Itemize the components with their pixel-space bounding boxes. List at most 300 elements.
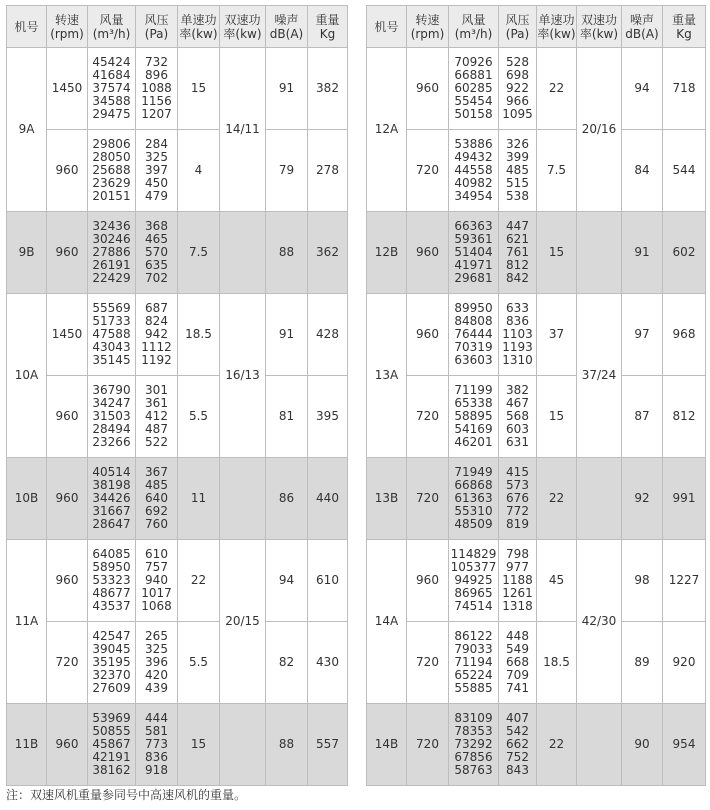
pressure-value: 570 xyxy=(145,245,168,259)
pressure-value: 633 xyxy=(506,301,529,315)
header-line2: (Pa) xyxy=(144,26,169,41)
dual-power-cell: 16/13 xyxy=(220,294,266,458)
pressure-value: 1310 xyxy=(502,353,533,367)
noise-cell: 88 xyxy=(266,704,308,786)
pressure-value: 415 xyxy=(506,465,529,479)
speed-cell: 720 xyxy=(407,622,449,704)
pressure-value: 640 xyxy=(145,491,168,505)
airflow-value: 59361 xyxy=(454,232,493,246)
table-row xyxy=(367,294,706,376)
noise-cell: 97 xyxy=(622,294,663,376)
header-cell xyxy=(136,6,178,48)
airflow-value: 46201 xyxy=(454,435,493,449)
pressure-value: 741 xyxy=(506,681,529,695)
pressure-cell xyxy=(499,458,537,540)
speed-cell: 960 xyxy=(407,212,449,294)
airflow-cell xyxy=(449,294,499,376)
pressure-value: 819 xyxy=(506,517,529,531)
fan-table-left-body xyxy=(7,6,348,786)
airflow-value: 31667 xyxy=(92,504,131,518)
pressure-value: 918 xyxy=(145,763,168,777)
pressure-value: 698 xyxy=(506,68,529,82)
pressure-cell xyxy=(499,48,537,130)
pressure-value: 1103 xyxy=(502,327,533,341)
pressure-value: 487 xyxy=(145,422,168,436)
noise-cell: 91 xyxy=(622,212,663,294)
airflow-cell xyxy=(88,540,136,622)
airflow-cell xyxy=(88,704,136,786)
pressure-value: 752 xyxy=(506,750,529,764)
dual-power-cell: 20/15 xyxy=(220,540,266,704)
weight-cell: 718 xyxy=(663,48,706,130)
weight-cell: 602 xyxy=(663,212,706,294)
airflow-value: 58950 xyxy=(92,560,131,574)
pressure-value: 396 xyxy=(145,655,168,669)
pressure-value: 528 xyxy=(506,55,529,69)
pressure-value: 325 xyxy=(145,150,168,164)
pressure-value: 896 xyxy=(145,68,168,82)
airflow-value: 55885 xyxy=(454,681,493,695)
pressure-cell xyxy=(136,130,178,212)
header-line1: 转速 xyxy=(54,12,79,27)
pressure-cell xyxy=(136,212,178,294)
noise-cell: 88 xyxy=(266,212,308,294)
header-cell xyxy=(537,6,577,48)
header-line1: 风量 xyxy=(461,12,486,27)
airflow-cell xyxy=(88,376,136,458)
pressure-value: 450 xyxy=(145,176,168,190)
pressure-value: 1095 xyxy=(502,107,533,121)
pressure-value: 760 xyxy=(145,517,168,531)
header-line2: Kg xyxy=(676,26,692,41)
airflow-value: 105377 xyxy=(450,560,497,574)
weight-cell: 430 xyxy=(308,622,348,704)
model-cell: 10A xyxy=(7,294,47,458)
dual-power-cell: 20/16 xyxy=(577,48,622,212)
noise-cell: 84 xyxy=(622,130,663,212)
pressure-value: 773 xyxy=(145,737,168,751)
airflow-value: 37574 xyxy=(92,81,131,95)
airflow-value: 89950 xyxy=(454,301,493,315)
header-cell xyxy=(7,6,47,48)
pressure-value: 467 xyxy=(506,396,529,410)
airflow-value: 61363 xyxy=(454,491,493,505)
pressure-value: 977 xyxy=(506,560,529,574)
airflow-value: 25688 xyxy=(92,163,131,177)
airflow-value: 50158 xyxy=(454,107,493,121)
pressure-value: 515 xyxy=(506,176,529,190)
pressure-value: 325 xyxy=(145,642,168,656)
airflow-value: 94925 xyxy=(454,573,493,587)
pressure-value: 542 xyxy=(506,724,529,738)
single-power-cell: 37 xyxy=(537,294,577,376)
noise-cell: 89 xyxy=(622,622,663,704)
airflow-value: 34426 xyxy=(92,491,131,505)
airflow-value: 22429 xyxy=(92,271,131,285)
airflow-value: 43043 xyxy=(92,340,131,354)
speed-cell: 960 xyxy=(47,704,88,786)
speed-cell: 960 xyxy=(407,294,449,376)
airflow-value: 39045 xyxy=(92,642,131,656)
pressure-value: 1068 xyxy=(141,599,172,613)
single-power-cell: 7.5 xyxy=(537,130,577,212)
pressure-value: 798 xyxy=(506,547,529,561)
pressure-value: 1193 xyxy=(502,340,533,354)
airflow-value: 27886 xyxy=(92,245,131,259)
pressure-value: 573 xyxy=(506,478,529,492)
header-line1: 双速功 xyxy=(224,12,261,27)
pressure-cell xyxy=(136,540,178,622)
table-row xyxy=(367,130,706,212)
header-cell xyxy=(266,6,308,48)
header-line1: 转速 xyxy=(415,12,440,27)
airflow-value: 23266 xyxy=(92,435,131,449)
pressure-value: 479 xyxy=(145,189,168,203)
weight-cell: 920 xyxy=(663,622,706,704)
airflow-value: 35195 xyxy=(92,655,131,669)
table-row xyxy=(367,48,706,130)
airflow-value: 86965 xyxy=(454,586,493,600)
airflow-value: 44558 xyxy=(454,163,493,177)
dual-power-cell xyxy=(577,458,622,540)
header-cell xyxy=(88,6,136,48)
airflow-value: 45424 xyxy=(92,55,131,69)
header-line1: 噪声 xyxy=(274,12,299,27)
airflow-cell xyxy=(88,212,136,294)
pressure-value: 942 xyxy=(145,327,168,341)
airflow-value: 34247 xyxy=(92,396,131,410)
pressure-value: 709 xyxy=(506,668,529,682)
header-line1: 风压 xyxy=(144,12,169,27)
header-line1: 双速功 xyxy=(580,12,617,27)
table-row xyxy=(367,622,706,704)
pressure-cell xyxy=(136,458,178,540)
noise-cell: 94 xyxy=(622,48,663,130)
airflow-value: 73292 xyxy=(454,737,493,751)
table-row xyxy=(367,540,706,622)
speed-cell: 960 xyxy=(407,48,449,130)
noise-cell: 81 xyxy=(266,376,308,458)
pressure-value: 732 xyxy=(145,55,168,69)
single-power-cell: 15 xyxy=(537,212,577,294)
noise-cell: 86 xyxy=(266,458,308,540)
header-line1: 风压 xyxy=(505,12,530,27)
airflow-value: 53886 xyxy=(454,137,493,151)
airflow-value: 84808 xyxy=(454,314,493,328)
pressure-value: 412 xyxy=(145,409,168,423)
single-power-cell: 45 xyxy=(537,540,577,622)
pressure-cell xyxy=(499,212,537,294)
pressure-value: 761 xyxy=(506,245,529,259)
header-line2: (rpm) xyxy=(410,26,445,41)
airflow-value: 35145 xyxy=(92,353,131,367)
airflow-cell xyxy=(449,212,499,294)
pressure-value: 812 xyxy=(506,258,529,272)
airflow-value: 58895 xyxy=(454,409,493,423)
model-cell: 9A xyxy=(7,48,47,212)
model-cell: 10B xyxy=(7,458,47,540)
airflow-value: 83109 xyxy=(454,711,493,725)
airflow-value: 30246 xyxy=(92,232,131,246)
header-cell xyxy=(178,6,220,48)
pressure-value: 631 xyxy=(506,435,529,449)
pressure-value: 1188 xyxy=(502,573,533,587)
airflow-cell xyxy=(88,458,136,540)
weight-cell: 1227 xyxy=(663,540,706,622)
fan-table-left xyxy=(6,5,348,786)
weight-cell: 362 xyxy=(308,212,348,294)
airflow-value: 41684 xyxy=(92,68,131,82)
speed-cell: 1450 xyxy=(47,48,88,130)
header-line1: 风量 xyxy=(99,12,124,27)
speed-cell: 720 xyxy=(407,130,449,212)
pressure-value: 1088 xyxy=(141,81,172,95)
pressure-value: 836 xyxy=(506,314,529,328)
airflow-value: 23629 xyxy=(92,176,131,190)
weight-cell: 382 xyxy=(308,48,348,130)
pressure-cell xyxy=(136,704,178,786)
pressure-value: 439 xyxy=(145,681,168,695)
dual-power-cell xyxy=(220,212,266,294)
pressure-value: 301 xyxy=(145,383,168,397)
dual-power-cell: 37/24 xyxy=(577,294,622,458)
airflow-cell xyxy=(88,294,136,376)
header-line2: 率(kw) xyxy=(223,26,262,41)
airflow-value: 65338 xyxy=(454,396,493,410)
airflow-value: 43537 xyxy=(92,599,131,613)
airflow-cell xyxy=(449,622,499,704)
noise-cell: 87 xyxy=(622,376,663,458)
single-power-cell: 7.5 xyxy=(178,212,220,294)
pressure-value: 668 xyxy=(506,655,529,669)
speed-cell: 720 xyxy=(407,458,449,540)
airflow-cell xyxy=(88,622,136,704)
noise-cell: 79 xyxy=(266,130,308,212)
pressure-value: 772 xyxy=(506,504,529,518)
pressure-value: 757 xyxy=(145,560,168,574)
pressure-cell xyxy=(136,622,178,704)
model-cell: 9B xyxy=(7,212,47,294)
speed-cell: 960 xyxy=(47,376,88,458)
pressure-cell xyxy=(499,622,537,704)
airflow-value: 29681 xyxy=(454,271,493,285)
pressure-value: 382 xyxy=(506,383,529,397)
airflow-value: 29806 xyxy=(92,137,131,151)
pressure-value: 1318 xyxy=(502,599,533,613)
airflow-cell xyxy=(449,48,499,130)
pressure-value: 368 xyxy=(145,219,168,233)
pressure-cell xyxy=(136,48,178,130)
speed-cell: 720 xyxy=(407,376,449,458)
weight-cell: 954 xyxy=(663,704,706,786)
pressure-value: 603 xyxy=(506,422,529,436)
pressure-cell xyxy=(499,540,537,622)
airflow-cell xyxy=(449,130,499,212)
pressure-value: 407 xyxy=(506,711,529,725)
table-row xyxy=(367,376,706,458)
airflow-value: 34588 xyxy=(92,94,131,108)
airflow-value: 55454 xyxy=(454,94,493,108)
noise-cell: 92 xyxy=(622,458,663,540)
model-cell: 13B xyxy=(367,458,407,540)
airflow-value: 58763 xyxy=(454,763,493,777)
table-row xyxy=(7,704,348,786)
table-row xyxy=(7,622,348,704)
model-cell: 14A xyxy=(367,540,407,704)
airflow-value: 48677 xyxy=(92,586,131,600)
table-row xyxy=(367,212,706,294)
pressure-value: 1261 xyxy=(502,586,533,600)
header-line2: Kg xyxy=(319,26,336,41)
airflow-value: 79033 xyxy=(454,642,493,656)
pressure-cell xyxy=(136,376,178,458)
airflow-value: 41971 xyxy=(454,258,493,272)
airflow-value: 38198 xyxy=(92,478,131,492)
pressure-value: 420 xyxy=(145,668,168,682)
airflow-value: 71199 xyxy=(454,383,493,397)
header-line2: 率(kw) xyxy=(537,26,576,41)
header-line1: 单速功 xyxy=(538,12,575,27)
header-cell xyxy=(367,6,407,48)
airflow-value: 48509 xyxy=(454,517,493,531)
airflow-value: 20151 xyxy=(92,189,131,203)
airflow-cell xyxy=(88,48,136,130)
single-power-cell: 22 xyxy=(537,458,577,540)
single-power-cell: 22 xyxy=(537,48,577,130)
table-row xyxy=(367,458,706,540)
pressure-value: 1207 xyxy=(141,107,172,121)
airflow-value: 28050 xyxy=(92,150,131,164)
airflow-cell xyxy=(449,458,499,540)
header-line2: (m³/h) xyxy=(92,26,131,41)
model-cell: 14B xyxy=(367,704,407,786)
airflow-value: 54169 xyxy=(454,422,493,436)
airflow-value: 64085 xyxy=(92,547,131,561)
pressure-value: 824 xyxy=(145,314,168,328)
weight-cell: 968 xyxy=(663,294,706,376)
header-line2: (rpm) xyxy=(50,26,84,41)
noise-cell: 90 xyxy=(622,704,663,786)
airflow-value: 55310 xyxy=(454,504,493,518)
airflow-value: 63603 xyxy=(454,353,493,367)
footnote: 注：双速风机重量参同号中高速风机的重量。 xyxy=(6,788,247,802)
header-cell xyxy=(499,6,537,48)
pressure-value: 1192 xyxy=(141,353,172,367)
weight-cell: 610 xyxy=(308,540,348,622)
airflow-value: 70319 xyxy=(454,340,493,354)
single-power-cell: 5.5 xyxy=(178,376,220,458)
speed-cell: 960 xyxy=(47,130,88,212)
model-cell: 11A xyxy=(7,540,47,704)
airflow-value: 78353 xyxy=(454,724,493,738)
speed-cell: 720 xyxy=(407,704,449,786)
airflow-value: 51733 xyxy=(92,314,131,328)
airflow-value: 49432 xyxy=(454,150,493,164)
header-line2: 率(kw) xyxy=(579,26,619,41)
weight-cell: 428 xyxy=(308,294,348,376)
pressure-value: 568 xyxy=(506,409,529,423)
airflow-value: 32370 xyxy=(92,668,131,682)
pressure-value: 485 xyxy=(506,163,529,177)
pressure-value: 284 xyxy=(145,137,168,151)
airflow-value: 114829 xyxy=(450,547,497,561)
pressure-value: 361 xyxy=(145,396,168,410)
airflow-value: 65224 xyxy=(454,668,493,682)
pressure-value: 367 xyxy=(145,465,168,479)
single-power-cell: 18.5 xyxy=(537,622,577,704)
pressure-value: 1156 xyxy=(141,94,172,108)
pressure-value: 399 xyxy=(506,150,529,164)
noise-cell: 82 xyxy=(266,622,308,704)
speed-cell: 960 xyxy=(407,540,449,622)
dual-power-cell xyxy=(577,704,622,786)
header-line2: dB(A) xyxy=(269,26,304,41)
speed-cell: 960 xyxy=(47,212,88,294)
dual-power-cell xyxy=(577,212,622,294)
header-cell xyxy=(663,6,706,48)
airflow-value: 42547 xyxy=(92,629,131,643)
header-cell xyxy=(308,6,348,48)
airflow-value: 66881 xyxy=(454,68,493,82)
table-row xyxy=(7,212,348,294)
airflow-value: 53323 xyxy=(92,573,131,587)
header-cell xyxy=(407,6,449,48)
pressure-value: 397 xyxy=(145,163,168,177)
airflow-value: 26191 xyxy=(92,258,131,272)
pressure-value: 444 xyxy=(145,711,168,725)
pressure-value: 447 xyxy=(506,219,529,233)
dual-power-cell: 42/30 xyxy=(577,540,622,704)
header-line1: 噪声 xyxy=(629,12,654,27)
single-power-cell: 22 xyxy=(537,704,577,786)
pressure-cell xyxy=(499,130,537,212)
single-power-cell: 18.5 xyxy=(178,294,220,376)
header-cell xyxy=(577,6,622,48)
header-cell xyxy=(220,6,266,48)
pressure-cell xyxy=(499,294,537,376)
airflow-value: 60285 xyxy=(454,81,493,95)
speed-cell: 720 xyxy=(47,622,88,704)
airflow-cell xyxy=(88,130,136,212)
weight-cell: 395 xyxy=(308,376,348,458)
weight-cell: 557 xyxy=(308,704,348,786)
airflow-value: 31503 xyxy=(92,409,131,423)
header-cell xyxy=(622,6,663,48)
airflow-value: 36790 xyxy=(92,383,131,397)
weight-cell: 812 xyxy=(663,376,706,458)
header-cell xyxy=(47,6,88,48)
single-power-cell: 15 xyxy=(178,704,220,786)
header-row xyxy=(367,6,706,48)
weight-cell: 278 xyxy=(308,130,348,212)
airflow-value: 53969 xyxy=(92,711,131,725)
pressure-cell xyxy=(136,294,178,376)
pressure-value: 966 xyxy=(506,94,529,108)
airflow-value: 70926 xyxy=(454,55,493,69)
table-row xyxy=(367,704,706,786)
airflow-value: 29475 xyxy=(92,107,131,121)
table-row xyxy=(7,540,348,622)
airflow-value: 67856 xyxy=(454,750,493,764)
airflow-value: 71194 xyxy=(454,655,493,669)
table-row xyxy=(7,294,348,376)
airflow-value: 45867 xyxy=(92,737,131,751)
airflow-value: 51404 xyxy=(454,245,493,259)
pressure-value: 662 xyxy=(506,737,529,751)
pressure-value: 448 xyxy=(506,629,529,643)
airflow-value: 42191 xyxy=(92,750,131,764)
single-power-cell: 4 xyxy=(178,130,220,212)
